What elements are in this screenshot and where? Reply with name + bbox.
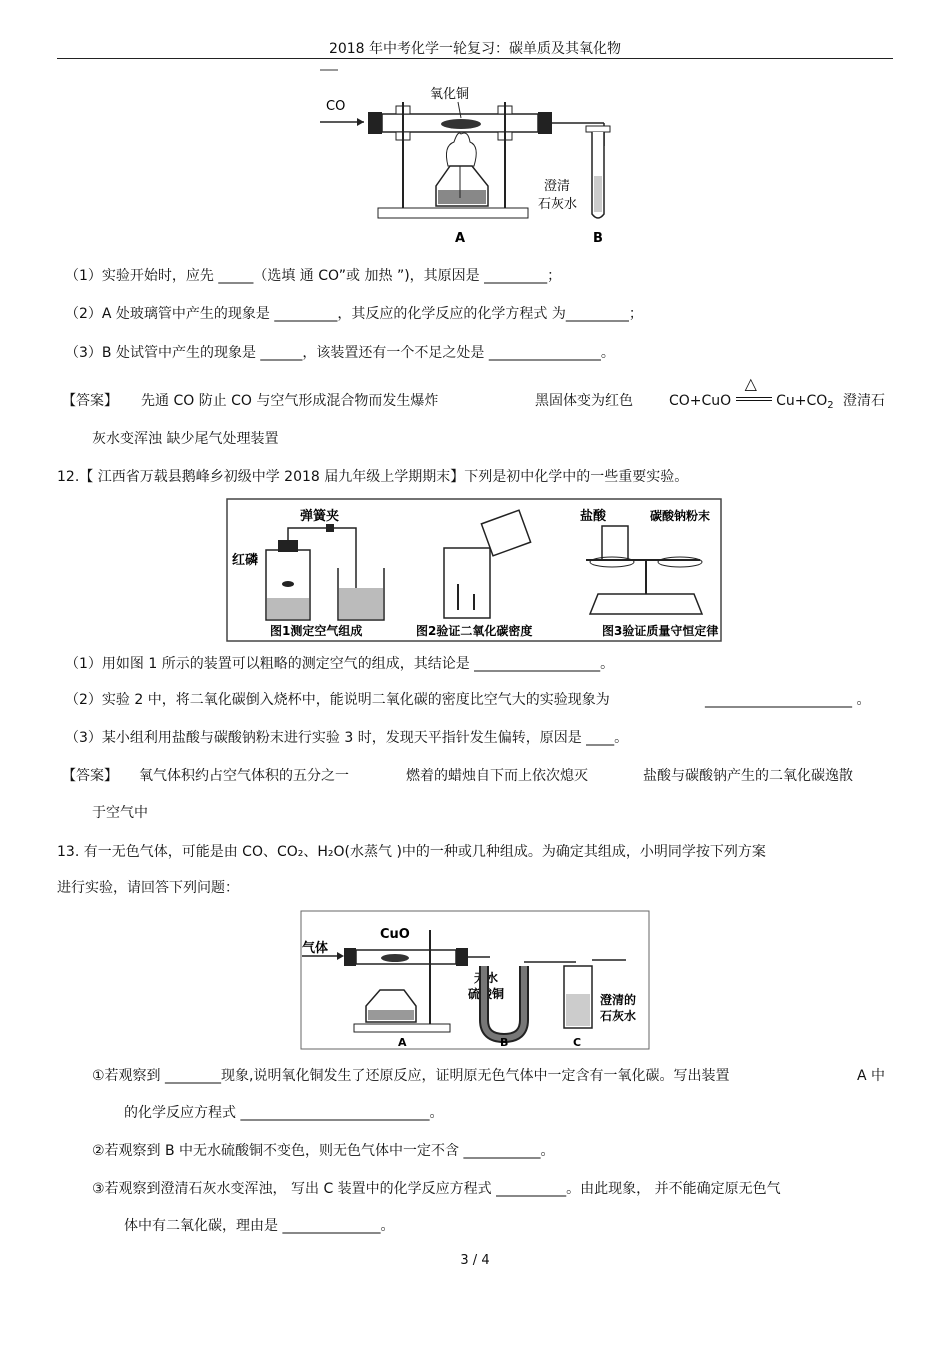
- label-limewater-1: 澄清: [544, 179, 571, 194]
- q11-answer-continued: 灰水变浑浊 缺少尾气处理装置: [92, 431, 279, 447]
- label-cuo: CuO: [380, 927, 410, 942]
- q13-subquestion-1-tail: A 中: [857, 1068, 886, 1084]
- q12-answer-3: 盐酸与碳酸钠产生的二氧化碳逸散: [643, 768, 853, 784]
- q11-part-1: （1）实验开始时，应先 _____（选填 通 CO”或 加热 ”)，其原因是 _________；: [65, 268, 562, 284]
- header-rule: [57, 58, 893, 59]
- label-a: A: [455, 231, 466, 246]
- label-co: CO: [326, 99, 346, 114]
- figure-co-reduction-apparatus: [318, 66, 638, 248]
- figure-gas-analysis-apparatus: [300, 910, 650, 1052]
- equation-subscript: 2: [827, 400, 834, 411]
- q13-subquestion-1: ①若观察到 ________现象,说明氧化铜发生了还原反应，证明原无色气体中一定含有一氧化碳。写出装置: [92, 1068, 730, 1084]
- q13-subquestion-3: ③若观察到澄清石灰水变浑浊， 写出 C 装置中的化学反应方程式 __________。由此现象， 并不能确定原无色气: [92, 1181, 781, 1197]
- label-spring-clamp: 弹簧夹: [300, 509, 340, 524]
- q13-subquestion-3-continued: 体中有二氧化碳，理由是 ______________。: [124, 1218, 395, 1234]
- label-b: B: [500, 1036, 509, 1049]
- equation-right: Cu+CO: [776, 393, 828, 409]
- q11-answer-2: 黑固体变为红色: [535, 393, 633, 409]
- label-limewater-2: 石灰水: [600, 1009, 637, 1023]
- label-anhydrous-1: 无水: [474, 971, 499, 985]
- q12-answer-1: 氧气体积约占空气体积的五分之一: [139, 768, 349, 784]
- label-hydrochloric-acid: 盐酸: [580, 509, 607, 524]
- caption-fig3: 图3验证质量守恒定律: [602, 624, 719, 638]
- q12-answer-2: 燃着的蜡烛自下而上依次熄灭: [406, 768, 588, 784]
- label-a: A: [398, 1036, 407, 1049]
- label-sodium-carbonate: 碳酸钠粉末: [650, 509, 711, 523]
- caption-fig1: 图1测定空气组成: [270, 624, 363, 638]
- q12-part-3: （3）某小组利用盐酸与碳酸钠粉末进行实验 3 时，发现天平指针发生偏转，原因是 ____。: [65, 730, 629, 746]
- q12-stem: 12.【 江西省万载县鹅峰乡初级中学 2018 届九年级上学期期末】下列是初中化学中的一些重要实验。: [57, 469, 689, 485]
- caption-fig2: 图2验证二氧化碳密度: [416, 624, 533, 638]
- equation-left: CO+CuO: [669, 393, 732, 409]
- label-copper-oxide: 氧化铜: [430, 87, 470, 102]
- label-b: B: [593, 231, 603, 246]
- q12-answer-continued: 于空气中: [92, 805, 148, 821]
- q12-part-2-blank: _____________________ 。: [705, 692, 871, 708]
- figure-three-experiments: [226, 498, 722, 642]
- q12-part-2: （2）实验 2 中，将二氧化碳倒入烧杯中，能说明二氧化碳的密度比空气大的实验现象为: [65, 692, 610, 708]
- q13-stem-continued: 进行实验，请回答下列问题：: [57, 880, 239, 896]
- q11-part-2: （2）A 处玻璃管中产生的现象是 _________，其反应的化学反应的化学方程式 为_________；: [65, 306, 643, 322]
- q12-part-1: （1）用如图 1 所示的装置可以粗略的测定空气的组成，其结论是 __________________。: [65, 656, 615, 672]
- equation-arrow: [736, 374, 772, 408]
- q11-part-3: （3）B 处试管中产生的现象是 ______，该装置还有一个不足之处是 ________________。: [65, 345, 615, 361]
- page-header: 2018 年中考化学一轮复习：碳单质及其氧化物: [328, 41, 622, 57]
- label-red-phosphorus: 红磷: [232, 553, 259, 568]
- q11-answer-1: 先通 CO 防止 CO 与空气形成混合物而发生爆炸: [141, 393, 439, 409]
- q11-answer-equation: [669, 374, 834, 416]
- label-limewater-1: 澄清的: [600, 993, 637, 1007]
- label-c: C: [573, 1036, 582, 1049]
- q13-subquestion-1-continued: 的化学反应方程式 ___________________________。: [124, 1105, 444, 1121]
- q11-answer-3: 澄清石: [843, 393, 885, 409]
- label-anhydrous-2: 硫酸铜: [468, 987, 505, 1001]
- q13-subquestion-2: ②若观察到 B 中无水硫酸铜不变色，则无色气体中一定不含 ___________。: [92, 1143, 555, 1159]
- q13-stem: 13. 有一无色气体，可能是由 CO、CO₂、H₂O(水蒸气 )中的一种或几种组成。为确定其组成，小明同学按下列方案: [57, 844, 766, 860]
- heat-condition: △: [744, 374, 757, 393]
- q11-answer-tag: 【答案】: [62, 393, 118, 409]
- q12-answer-tag: 【答案】: [62, 768, 118, 784]
- label-gas: 气体: [302, 941, 329, 956]
- label-limewater-2: 石灰水: [538, 197, 578, 212]
- page-number: 3 / 4: [460, 1253, 490, 1268]
